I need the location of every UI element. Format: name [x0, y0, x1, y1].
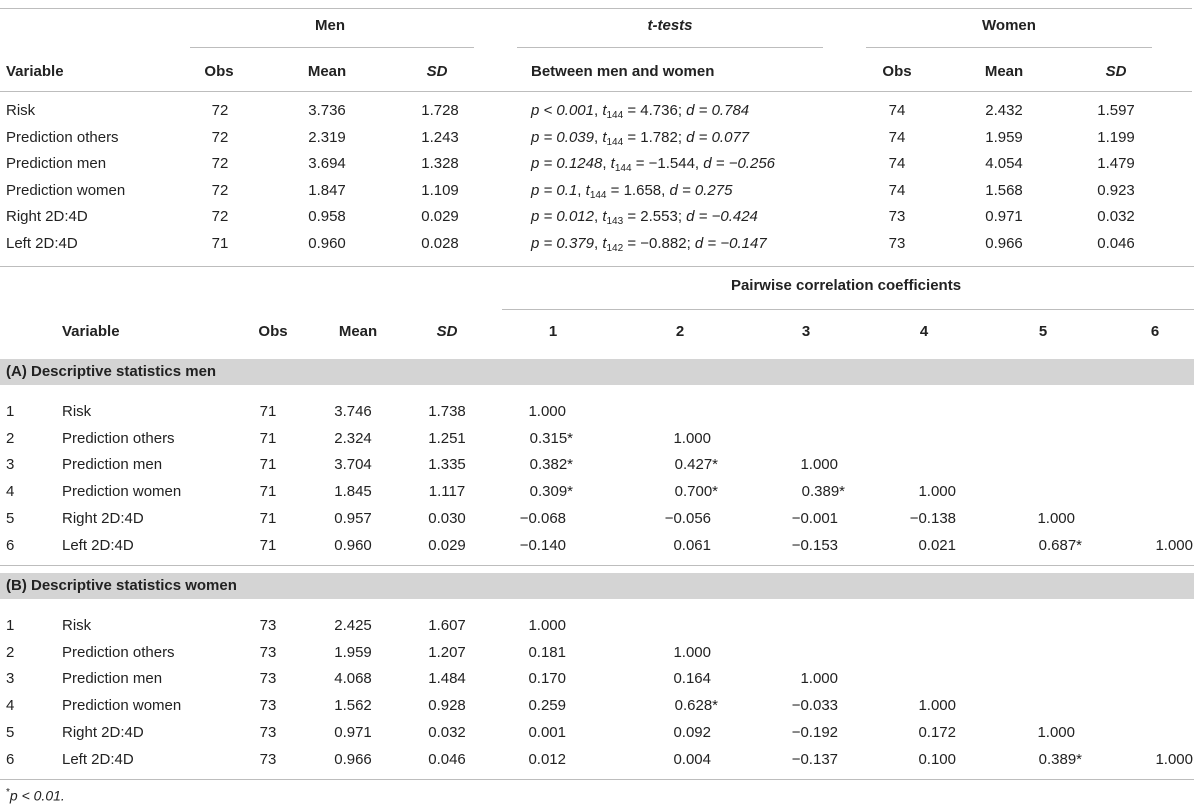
t2-col-1: 1 — [548, 323, 558, 340]
t1-women-obs: 73 — [888, 235, 906, 252]
t2-variable: Prediction women — [62, 483, 182, 501]
t2-col-6: 6 — [1150, 323, 1160, 340]
t2-corr-c2: 0.164 — [673, 670, 711, 688]
t1-men-obs: 72 — [211, 155, 229, 173]
t2-sd: 0.928 — [428, 697, 466, 715]
t1-women-sd: 1.597 — [1097, 102, 1135, 119]
t1-women-mean: 0.971 — [985, 208, 1023, 226]
t2-bottom-rule — [0, 779, 1194, 780]
t2-obs: 73 — [259, 697, 277, 715]
t1-variable: Prediction others — [6, 128, 119, 146]
t1-men-sd: 1.728 — [421, 102, 459, 119]
section-band-women — [0, 573, 1194, 599]
t1-variable: Prediction men — [6, 155, 107, 173]
t1-men-sd: 1.243 — [421, 128, 459, 146]
t1-p-value: p < 0.001 — [531, 102, 594, 119]
t1-p-value: p = 0.1 — [531, 181, 578, 199]
t2-corr-c4: 0.172 — [918, 723, 956, 741]
t1-d-value: d = −0.424 — [686, 208, 758, 226]
t2-mean: 0.971 — [334, 723, 372, 741]
t1-men-mean: 0.958 — [308, 208, 346, 226]
t2-corr-c1: 0.012 — [528, 750, 566, 768]
t1-t-symbol: t — [610, 155, 615, 173]
t2-corr-c2: 0.004 — [673, 750, 711, 768]
t2-corr-c2: 0.628* — [674, 697, 718, 715]
t2-corr-c6: 1.000 — [1155, 536, 1193, 554]
t1-t-df: 144 — [606, 110, 624, 121]
t1-t-value: = 4.736; — [623, 102, 687, 119]
t2-mean: 1.562 — [334, 697, 372, 715]
t1-t-value: = 2.553; — [623, 208, 687, 226]
t2-corr-c4: −0.138 — [909, 509, 956, 527]
t2-obs: 73 — [259, 617, 277, 634]
t2-obs: 71 — [259, 483, 277, 501]
t2-mean: 1.845 — [334, 483, 372, 501]
t2-obs: 71 — [259, 509, 277, 527]
t1-men-sd: 0.028 — [421, 235, 459, 252]
t2-corr-c1: 0.382* — [529, 456, 573, 474]
top-rule — [0, 8, 1192, 9]
t2-variable: Prediction men — [62, 456, 163, 474]
t1-t-df: 144 — [614, 163, 632, 175]
t1-p-value: p = 0.379 — [531, 235, 594, 252]
t1-men-sd: 1.328 — [421, 155, 459, 173]
section-men-bottom-rule — [0, 565, 1194, 566]
t1-col-w-obs: Obs — [882, 63, 912, 80]
t1-t-value: = 1.782; — [623, 128, 687, 146]
t1-women-mean: 0.966 — [985, 235, 1023, 252]
t2-obs: 73 — [259, 723, 277, 741]
t1-men-obs: 72 — [211, 102, 229, 119]
t2-sd: 1.117 — [428, 483, 466, 501]
t1-t-df: 144 — [589, 189, 607, 201]
t2-corr-c1: 0.170 — [528, 670, 566, 688]
t2-corr-c5: 0.389* — [1038, 750, 1082, 768]
t1-men-mean: 2.319 — [308, 128, 346, 146]
t2-obs: 71 — [259, 536, 277, 554]
t1-d-value: d = −0.256 — [703, 155, 775, 173]
t1-men-obs: 72 — [211, 181, 229, 199]
t2-row-number: 3 — [6, 670, 15, 688]
t1-men-mean: 3.736 — [308, 102, 346, 119]
t1-bottom-rule — [0, 266, 1194, 267]
t1-col-variable: Variable — [6, 63, 64, 80]
t1-variable: Prediction women — [6, 181, 126, 199]
ttests-group-rule — [517, 47, 823, 48]
section-title-men: (A) Descriptive statistics men — [6, 363, 217, 380]
t2-variable: Prediction others — [62, 643, 175, 661]
t2-sd: 1.335 — [428, 456, 466, 474]
t1-p-value: p = 0.1248 — [531, 155, 603, 173]
t2-row-number: 2 — [6, 643, 15, 661]
t2-corr-c1: 0.315* — [529, 429, 573, 447]
t2-corr-c2: 0.700* — [674, 483, 718, 501]
t1-header-rule — [0, 91, 1192, 92]
t2-sd: 0.032 — [428, 723, 466, 741]
t2-mean: 1.959 — [334, 643, 372, 661]
t1-women-sd: 0.923 — [1097, 181, 1135, 199]
t2-corr-c2: 0.061 — [673, 536, 711, 554]
t2-sd: 1.251 — [428, 429, 466, 447]
t2-variable: Right 2D:4D — [62, 509, 144, 527]
t2-col-2: 2 — [675, 323, 685, 340]
t1-d-value: d = 0.784 — [686, 102, 750, 119]
t1-t-symbol: t — [602, 102, 607, 119]
t1-variable: Right 2D:4D — [6, 208, 88, 226]
t1-col-obs: Obs — [204, 63, 234, 80]
t1-ttest-stat: p = 0.039, $t_{144} = 1.782$; d = 0.077 — [531, 128, 750, 148]
t1-women-obs: 74 — [888, 128, 906, 146]
group-header-ttests: t-tests — [647, 17, 693, 34]
correlation-group-header: Pairwise correlation coefficients — [730, 277, 962, 294]
t2-mean: 2.425 — [334, 617, 372, 634]
t1-col-mean: Mean — [307, 63, 347, 80]
t1-men-mean: 3.694 — [308, 155, 346, 173]
t2-col-obs: Obs — [258, 323, 288, 340]
t1-women-sd: 0.046 — [1097, 235, 1135, 252]
t2-variable: Prediction women — [62, 697, 182, 715]
footnote — [6, 787, 65, 804]
t2-row-number: 6 — [6, 536, 15, 554]
t2-corr-c4: 1.000 — [918, 483, 956, 501]
t1-col-w-sd: SD — [1105, 63, 1127, 80]
t2-mean: 3.746 — [334, 403, 372, 420]
t2-mean: 0.966 — [334, 750, 372, 768]
t1-t-value: = 1.658, — [606, 181, 670, 199]
t2-variable: Right 2D:4D — [62, 723, 144, 741]
t2-corr-c3: −0.001 — [791, 509, 838, 527]
t2-row-number: 5 — [6, 723, 15, 741]
t1-d-value: d = 0.077 — [686, 128, 750, 146]
group-header-women: Women — [982, 17, 1036, 34]
t1-d-value: d = 0.275 — [669, 181, 733, 199]
t1-ttest-stat: p < 0.001, $t_{144} = 4.736$; d = 0.784 — [531, 102, 750, 121]
t2-corr-c5: 1.000 — [1037, 723, 1075, 741]
t2-corr-c1: 1.000 — [528, 617, 566, 634]
t1-d-value: d = −0.147 — [694, 235, 767, 252]
t1-women-obs: 74 — [888, 181, 906, 199]
t2-corr-c2: 1.000 — [673, 643, 711, 661]
t2-corr-c4: 0.100 — [918, 750, 956, 768]
t2-corr-c2: 0.427* — [674, 456, 718, 474]
t1-women-sd: 0.032 — [1097, 208, 1135, 226]
t2-row-number: 4 — [6, 697, 15, 715]
t1-women-obs: 74 — [888, 102, 906, 119]
t1-t-df: 142 — [606, 243, 624, 254]
t2-corr-c1: 0.309* — [529, 483, 573, 501]
t2-corr-c4: 0.021 — [918, 536, 956, 554]
t1-men-mean: 0.960 — [308, 235, 346, 252]
t1-men-mean: 1.847 — [308, 181, 346, 199]
t2-col-mean: Mean — [338, 323, 378, 340]
t2-corr-c1: 0.001 — [528, 723, 566, 741]
t2-corr-c4: 1.000 — [918, 697, 956, 715]
t2-corr-c2: 1.000 — [673, 429, 711, 447]
men-group-rule — [190, 47, 474, 48]
t2-obs: 71 — [259, 429, 277, 447]
correlation-group-rule — [502, 309, 1194, 310]
t2-corr-c3: 1.000 — [800, 456, 838, 474]
t2-variable: Prediction men — [62, 670, 163, 688]
t2-corr-c5: 1.000 — [1037, 509, 1075, 527]
t2-corr-c1: 0.259 — [528, 697, 566, 715]
t1-women-mean: 1.568 — [985, 181, 1023, 199]
t1-men-obs: 72 — [211, 128, 229, 146]
t1-women-mean: 1.959 — [985, 128, 1023, 146]
t2-obs: 73 — [259, 670, 277, 688]
t2-obs: 71 — [259, 456, 277, 474]
t1-variable: Left 2D:4D — [6, 235, 78, 252]
t1-t-df: 143 — [606, 216, 624, 228]
t2-corr-c5: 0.687* — [1038, 536, 1082, 554]
t2-obs: 73 — [259, 750, 277, 768]
t2-col-5: 5 — [1038, 323, 1048, 340]
t2-corr-c3: −0.192 — [791, 723, 838, 741]
t1-ttest-stat: p = 0.1248, $t_{144} = -1.544$, d = −0.256 — [531, 155, 775, 175]
t1-t-value: = −0.882; — [623, 235, 695, 252]
t2-mean: 0.960 — [334, 536, 372, 554]
t1-t-symbol: t — [602, 208, 607, 226]
t2-row-number: 2 — [6, 429, 15, 447]
t1-men-sd: 0.029 — [421, 208, 459, 226]
t2-obs: 73 — [259, 643, 277, 661]
t1-col-between: Between men and women — [531, 63, 715, 80]
t2-corr-c2: 0.092 — [673, 723, 711, 741]
t2-row-number: 1 — [6, 617, 15, 634]
t1-variable: Risk — [6, 102, 36, 119]
t2-variable: Risk — [62, 403, 92, 420]
t1-t-symbol: t — [585, 181, 590, 199]
t2-corr-c3: −0.153 — [791, 536, 838, 554]
t2-corr-c3: −0.137 — [791, 750, 838, 768]
t2-obs: 71 — [259, 403, 277, 420]
t1-women-obs: 73 — [888, 208, 906, 226]
t1-p-value: p = 0.039 — [531, 128, 594, 146]
t1-women-mean: 2.432 — [985, 102, 1023, 119]
t2-sd: 0.029 — [428, 536, 466, 554]
t2-variable: Left 2D:4D — [62, 536, 134, 554]
t1-women-obs: 74 — [888, 155, 906, 173]
t1-men-obs: 71 — [211, 235, 229, 252]
t2-corr-c2: −0.056 — [664, 509, 711, 527]
t2-sd: 0.046 — [428, 750, 466, 768]
t1-col-sd: SD — [426, 63, 448, 80]
t2-sd: 1.484 — [428, 670, 466, 688]
section-band-men — [0, 359, 1194, 385]
t1-women-mean: 4.054 — [985, 155, 1023, 173]
t1-t-symbol: t — [602, 235, 607, 252]
t2-variable: Risk — [62, 617, 92, 634]
t2-row-number: 1 — [6, 403, 15, 420]
t2-corr-c1: 0.181 — [528, 643, 566, 661]
t2-corr-c1: −0.068 — [519, 509, 566, 527]
t2-mean: 0.957 — [334, 509, 372, 527]
t2-corr-c1: −0.140 — [519, 536, 566, 554]
women-group-rule — [866, 47, 1152, 48]
t2-mean: 4.068 — [334, 670, 372, 688]
t1-t-symbol: t — [602, 128, 607, 146]
t2-row-number: 5 — [6, 509, 15, 527]
t1-t-value: = −1.544, — [631, 155, 704, 173]
group-header-men: Men — [315, 17, 345, 34]
t1-p-value: p = 0.012 — [531, 208, 594, 226]
t2-col-variable: Variable — [62, 323, 120, 340]
section-title-women: (B) Descriptive statistics women — [6, 577, 237, 594]
t1-ttest-stat: p = 0.012, $t_{143} = 2.553$; d = −0.424 — [531, 208, 758, 228]
t1-ttest-stat: p = 0.1, $t_{144} = 1.658$, d = 0.275 — [531, 181, 733, 201]
t2-variable: Left 2D:4D — [62, 750, 134, 768]
t2-sd: 1.207 — [428, 643, 466, 661]
t2-mean: 3.704 — [334, 456, 372, 474]
footnote-text: p < 0.01. — [9, 787, 65, 804]
t2-row-number: 6 — [6, 750, 15, 768]
t2-corr-c3: −0.033 — [791, 697, 838, 715]
t1-men-obs: 72 — [211, 208, 229, 226]
t2-row-number: 4 — [6, 483, 15, 501]
t2-corr-c3: 1.000 — [800, 670, 838, 688]
t2-corr-c3: 0.389* — [801, 483, 845, 501]
t2-col-sd: SD — [436, 323, 458, 340]
t2-sd: 1.607 — [428, 617, 466, 634]
t2-variable: Prediction others — [62, 429, 175, 447]
t2-col-4: 4 — [919, 323, 929, 340]
t1-men-sd: 1.109 — [421, 181, 459, 199]
t1-women-sd: 1.479 — [1097, 155, 1135, 173]
t2-corr-c1: 1.000 — [528, 403, 566, 420]
t2-sd: 0.030 — [428, 509, 466, 527]
t2-col-3: 3 — [801, 323, 811, 340]
t1-women-sd: 1.199 — [1097, 128, 1135, 146]
t2-mean: 2.324 — [334, 429, 372, 447]
t2-corr-c6: 1.000 — [1155, 750, 1193, 768]
t1-col-w-mean: Mean — [984, 63, 1024, 80]
t1-t-df: 144 — [606, 136, 624, 148]
t2-sd: 1.738 — [428, 403, 466, 420]
footnote-mark: * — [6, 787, 10, 798]
t1-ttest-stat: p = 0.379, $t_{142} = -0.882$; d = −0.147 — [531, 235, 767, 254]
t2-row-number: 3 — [6, 456, 15, 474]
